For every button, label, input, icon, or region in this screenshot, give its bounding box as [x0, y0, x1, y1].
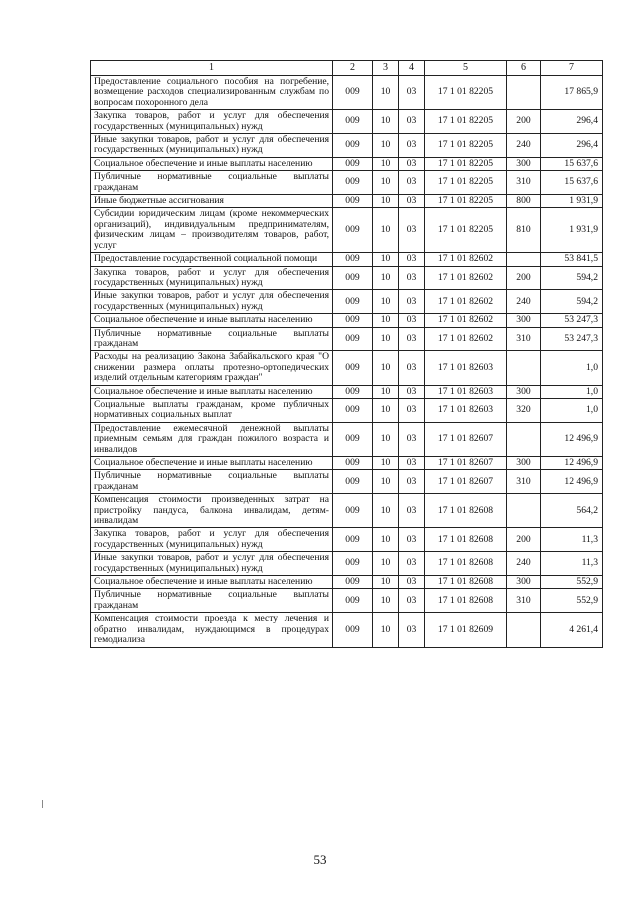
page-number: 53	[313, 852, 327, 867]
row-name-cell: Иные бюджетные ассигнования	[91, 195, 333, 208]
row-section-cell: 10	[373, 398, 399, 422]
row-expense-type-cell: 300	[507, 576, 541, 589]
header-cell: 7	[541, 61, 603, 76]
row-code-admin-cell: 009	[333, 266, 373, 290]
row-subsection-cell: 03	[399, 552, 425, 576]
header-cell: 1	[91, 61, 333, 76]
row-section-cell: 10	[373, 171, 399, 195]
table-row	[91, 253, 603, 266]
row-expense-type-cell: 200	[507, 266, 541, 290]
row-code-admin-cell: 009	[333, 422, 373, 456]
row-subsection-cell: 03	[399, 195, 425, 208]
row-code-admin-cell: 009	[333, 589, 373, 613]
row-subsection-cell: 03	[399, 589, 425, 613]
row-amount-cell: 53 841,5	[541, 253, 603, 266]
row-target-article-cell: 17 1 01 82607	[425, 457, 507, 470]
row-code-admin-cell: 009	[333, 398, 373, 422]
row-expense-type-cell: 800	[507, 195, 541, 208]
row-subsection-cell: 03	[399, 327, 425, 351]
row-code-admin-cell: 009	[333, 76, 373, 110]
row-subsection-cell: 03	[399, 157, 425, 170]
scan-artifact	[42, 800, 43, 808]
header-cell: 5	[425, 61, 507, 76]
row-name-cell: Предоставление социального пособия на погребение, возмещение расходов специализированным службам по вопросам похоронного дела	[91, 76, 333, 110]
row-amount-cell: 4 261,4	[541, 613, 603, 647]
row-section-cell: 10	[373, 552, 399, 576]
row-target-article-cell: 17 1 01 82205	[425, 134, 507, 158]
row-amount-cell: 12 496,9	[541, 422, 603, 456]
row-expense-type-cell: 810	[507, 208, 541, 253]
row-code-admin-cell: 009	[333, 290, 373, 314]
row-code-admin-cell: 009	[333, 457, 373, 470]
table-row	[91, 457, 603, 470]
row-subsection-cell: 03	[399, 110, 425, 134]
row-name-cell: Социальное обеспечение и иные выплаты населению	[91, 457, 333, 470]
row-target-article-cell: 17 1 01 82602	[425, 314, 507, 327]
row-subsection-cell: 03	[399, 576, 425, 589]
row-target-article-cell: 17 1 01 82602	[425, 253, 507, 266]
row-amount-cell: 296,4	[541, 110, 603, 134]
table-row	[91, 171, 603, 195]
row-target-article-cell: 17 1 01 82205	[425, 157, 507, 170]
row-name-cell: Расходы на реализацию Закона Забайкальского края "О снижении размера оплаты протезно-ортопедических изделий отдельным категориям граждан"	[91, 351, 333, 385]
row-code-admin-cell: 009	[333, 208, 373, 253]
row-code-admin-cell: 009	[333, 134, 373, 158]
table-body	[91, 76, 603, 648]
row-subsection-cell: 03	[399, 76, 425, 110]
table-header	[91, 61, 603, 76]
header-cell: 3	[373, 61, 399, 76]
row-code-admin-cell: 009	[333, 576, 373, 589]
row-section-cell: 10	[373, 385, 399, 398]
row-code-admin-cell: 009	[333, 157, 373, 170]
table-row	[91, 195, 603, 208]
row-target-article-cell: 17 1 01 82603	[425, 351, 507, 385]
header-cell: 4	[399, 61, 425, 76]
row-section-cell: 10	[373, 470, 399, 494]
row-subsection-cell: 03	[399, 266, 425, 290]
row-section-cell: 10	[373, 422, 399, 456]
row-section-cell: 10	[373, 253, 399, 266]
row-target-article-cell: 17 1 01 82608	[425, 494, 507, 528]
table-row	[91, 576, 603, 589]
row-expense-type-cell	[507, 613, 541, 647]
row-amount-cell: 12 496,9	[541, 457, 603, 470]
row-name-cell: Субсидии юридическим лицам (кроме некоммерческих организаций), индивидуальным предпринимателям, физическим лицам – производителям товаров, работ, услуг	[91, 208, 333, 253]
row-name-cell: Иные закупки товаров, работ и услуг для обеспечения государственных (муниципальных) нужд	[91, 552, 333, 576]
row-name-cell: Публичные нормативные социальные выплаты гражданам	[91, 171, 333, 195]
row-amount-cell: 15 637,6	[541, 157, 603, 170]
table-row	[91, 385, 603, 398]
row-code-admin-cell: 009	[333, 195, 373, 208]
row-expense-type-cell	[507, 351, 541, 385]
row-subsection-cell: 03	[399, 253, 425, 266]
row-target-article-cell: 17 1 01 82602	[425, 290, 507, 314]
table-row	[91, 110, 603, 134]
row-expense-type-cell: 310	[507, 589, 541, 613]
row-code-admin-cell: 009	[333, 470, 373, 494]
row-name-cell: Социальное обеспечение и иные выплаты населению	[91, 576, 333, 589]
row-subsection-cell: 03	[399, 208, 425, 253]
budget-table	[90, 60, 603, 648]
row-target-article-cell: 17 1 01 82603	[425, 385, 507, 398]
row-name-cell: Публичные нормативные социальные выплаты гражданам	[91, 589, 333, 613]
row-subsection-cell: 03	[399, 494, 425, 528]
table-row	[91, 157, 603, 170]
row-section-cell: 10	[373, 314, 399, 327]
table-row	[91, 398, 603, 422]
row-target-article-cell: 17 1 01 82205	[425, 171, 507, 195]
row-amount-cell: 296,4	[541, 134, 603, 158]
row-code-admin-cell: 009	[333, 314, 373, 327]
row-name-cell: Предоставление ежемесячной денежной выплаты приемным семьям для граждан пожилого возраста и инвалидов	[91, 422, 333, 456]
row-expense-type-cell: 310	[507, 470, 541, 494]
row-expense-type-cell: 240	[507, 552, 541, 576]
row-expense-type-cell: 240	[507, 290, 541, 314]
table-row	[91, 76, 603, 110]
row-name-cell: Компенсация стоимости произведенных затрат на пристройку пандуса, балкона инвалидам, детям-инвалидам	[91, 494, 333, 528]
row-expense-type-cell: 200	[507, 110, 541, 134]
row-subsection-cell: 03	[399, 528, 425, 552]
row-name-cell: Иные закупки товаров, работ и услуг для обеспечения государственных (муниципальных) нужд	[91, 134, 333, 158]
row-amount-cell: 594,2	[541, 290, 603, 314]
row-amount-cell: 1,0	[541, 385, 603, 398]
row-name-cell: Компенсация стоимости проезда к месту лечения и обратно инвалидам, нуждающимся в процедурах гемодиализа	[91, 613, 333, 647]
row-name-cell: Иные закупки товаров, работ и услуг для обеспечения государственных (муниципальных) нужд	[91, 290, 333, 314]
row-subsection-cell: 03	[399, 398, 425, 422]
table-row	[91, 613, 603, 647]
row-name-cell: Предоставление государственной социальной помощи	[91, 253, 333, 266]
table-row	[91, 134, 603, 158]
row-section-cell: 10	[373, 327, 399, 351]
row-code-admin-cell: 009	[333, 351, 373, 385]
table-row	[91, 422, 603, 456]
row-expense-type-cell: 300	[507, 314, 541, 327]
row-target-article-cell: 17 1 01 82205	[425, 195, 507, 208]
row-code-admin-cell: 009	[333, 385, 373, 398]
row-expense-type-cell	[507, 422, 541, 456]
row-code-admin-cell: 009	[333, 613, 373, 647]
table-row	[91, 351, 603, 385]
row-amount-cell: 552,9	[541, 589, 603, 613]
row-target-article-cell: 17 1 01 82608	[425, 589, 507, 613]
header-cell: 6	[507, 61, 541, 76]
row-name-cell: Социальные выплаты гражданам, кроме публичных нормативных социальных выплат	[91, 398, 333, 422]
row-name-cell: Публичные нормативные социальные выплаты гражданам	[91, 470, 333, 494]
row-name-cell: Социальное обеспечение и иные выплаты населению	[91, 157, 333, 170]
row-target-article-cell: 17 1 01 82608	[425, 576, 507, 589]
row-subsection-cell: 03	[399, 422, 425, 456]
header-cell: 2	[333, 61, 373, 76]
row-amount-cell: 53 247,3	[541, 314, 603, 327]
row-target-article-cell: 17 1 01 82603	[425, 398, 507, 422]
row-target-article-cell: 17 1 01 82205	[425, 110, 507, 134]
table-header-row	[91, 61, 603, 76]
row-target-article-cell: 17 1 01 82609	[425, 613, 507, 647]
row-name-cell: Закупка товаров, работ и услуг для обеспечения государственных (муниципальных) нужд	[91, 266, 333, 290]
row-section-cell: 10	[373, 134, 399, 158]
row-section-cell: 10	[373, 110, 399, 134]
row-amount-cell: 12 496,9	[541, 470, 603, 494]
row-target-article-cell: 17 1 01 82608	[425, 552, 507, 576]
row-expense-type-cell: 300	[507, 385, 541, 398]
row-subsection-cell: 03	[399, 613, 425, 647]
row-section-cell: 10	[373, 266, 399, 290]
row-name-cell: Публичные нормативные социальные выплаты гражданам	[91, 327, 333, 351]
table-row	[91, 494, 603, 528]
row-subsection-cell: 03	[399, 351, 425, 385]
row-section-cell: 10	[373, 576, 399, 589]
row-target-article-cell: 17 1 01 82602	[425, 266, 507, 290]
row-section-cell: 10	[373, 290, 399, 314]
row-subsection-cell: 03	[399, 134, 425, 158]
row-amount-cell: 11,3	[541, 528, 603, 552]
row-amount-cell: 15 637,6	[541, 171, 603, 195]
row-expense-type-cell: 240	[507, 134, 541, 158]
table-row	[91, 589, 603, 613]
row-amount-cell: 1 931,9	[541, 208, 603, 253]
table-row	[91, 314, 603, 327]
table-row	[91, 290, 603, 314]
row-amount-cell: 1,0	[541, 351, 603, 385]
row-expense-type-cell: 310	[507, 327, 541, 351]
row-target-article-cell: 17 1 01 82602	[425, 327, 507, 351]
row-name-cell: Социальное обеспечение и иные выплаты населению	[91, 385, 333, 398]
row-amount-cell: 17 865,9	[541, 76, 603, 110]
row-expense-type-cell: 300	[507, 457, 541, 470]
row-expense-type-cell: 300	[507, 157, 541, 170]
row-expense-type-cell	[507, 253, 541, 266]
row-section-cell: 10	[373, 76, 399, 110]
row-expense-type-cell: 200	[507, 528, 541, 552]
table-row	[91, 327, 603, 351]
row-section-cell: 10	[373, 494, 399, 528]
row-target-article-cell: 17 1 01 82205	[425, 76, 507, 110]
row-code-admin-cell: 009	[333, 253, 373, 266]
row-section-cell: 10	[373, 528, 399, 552]
row-target-article-cell: 17 1 01 82608	[425, 528, 507, 552]
row-code-admin-cell: 009	[333, 110, 373, 134]
row-amount-cell: 594,2	[541, 266, 603, 290]
table-row	[91, 208, 603, 253]
row-subsection-cell: 03	[399, 385, 425, 398]
row-expense-type-cell: 310	[507, 171, 541, 195]
row-subsection-cell: 03	[399, 470, 425, 494]
row-section-cell: 10	[373, 351, 399, 385]
row-section-cell: 10	[373, 157, 399, 170]
row-target-article-cell: 17 1 01 82607	[425, 422, 507, 456]
row-amount-cell: 1,0	[541, 398, 603, 422]
row-amount-cell: 552,9	[541, 576, 603, 589]
row-name-cell: Закупка товаров, работ и услуг для обеспечения государственных (муниципальных) нужд	[91, 528, 333, 552]
row-amount-cell: 53 247,3	[541, 327, 603, 351]
table-row	[91, 470, 603, 494]
table-row	[91, 266, 603, 290]
table-row	[91, 528, 603, 552]
row-amount-cell: 11,3	[541, 552, 603, 576]
row-section-cell: 10	[373, 208, 399, 253]
row-target-article-cell: 17 1 01 82205	[425, 208, 507, 253]
row-expense-type-cell	[507, 494, 541, 528]
row-amount-cell: 564,2	[541, 494, 603, 528]
row-name-cell: Социальное обеспечение и иные выплаты населению	[91, 314, 333, 327]
row-subsection-cell: 03	[399, 457, 425, 470]
row-section-cell: 10	[373, 195, 399, 208]
table-row	[91, 552, 603, 576]
row-code-admin-cell: 009	[333, 171, 373, 195]
row-section-cell: 10	[373, 613, 399, 647]
row-expense-type-cell: 320	[507, 398, 541, 422]
row-name-cell: Закупка товаров, работ и услуг для обеспечения государственных (муниципальных) нужд	[91, 110, 333, 134]
row-section-cell: 10	[373, 589, 399, 613]
row-expense-type-cell	[507, 76, 541, 110]
row-subsection-cell: 03	[399, 171, 425, 195]
row-code-admin-cell: 009	[333, 494, 373, 528]
row-amount-cell: 1 931,9	[541, 195, 603, 208]
row-code-admin-cell: 009	[333, 327, 373, 351]
row-target-article-cell: 17 1 01 82607	[425, 470, 507, 494]
row-code-admin-cell: 009	[333, 528, 373, 552]
row-subsection-cell: 03	[399, 314, 425, 327]
row-code-admin-cell: 009	[333, 552, 373, 576]
row-subsection-cell: 03	[399, 290, 425, 314]
row-section-cell: 10	[373, 457, 399, 470]
